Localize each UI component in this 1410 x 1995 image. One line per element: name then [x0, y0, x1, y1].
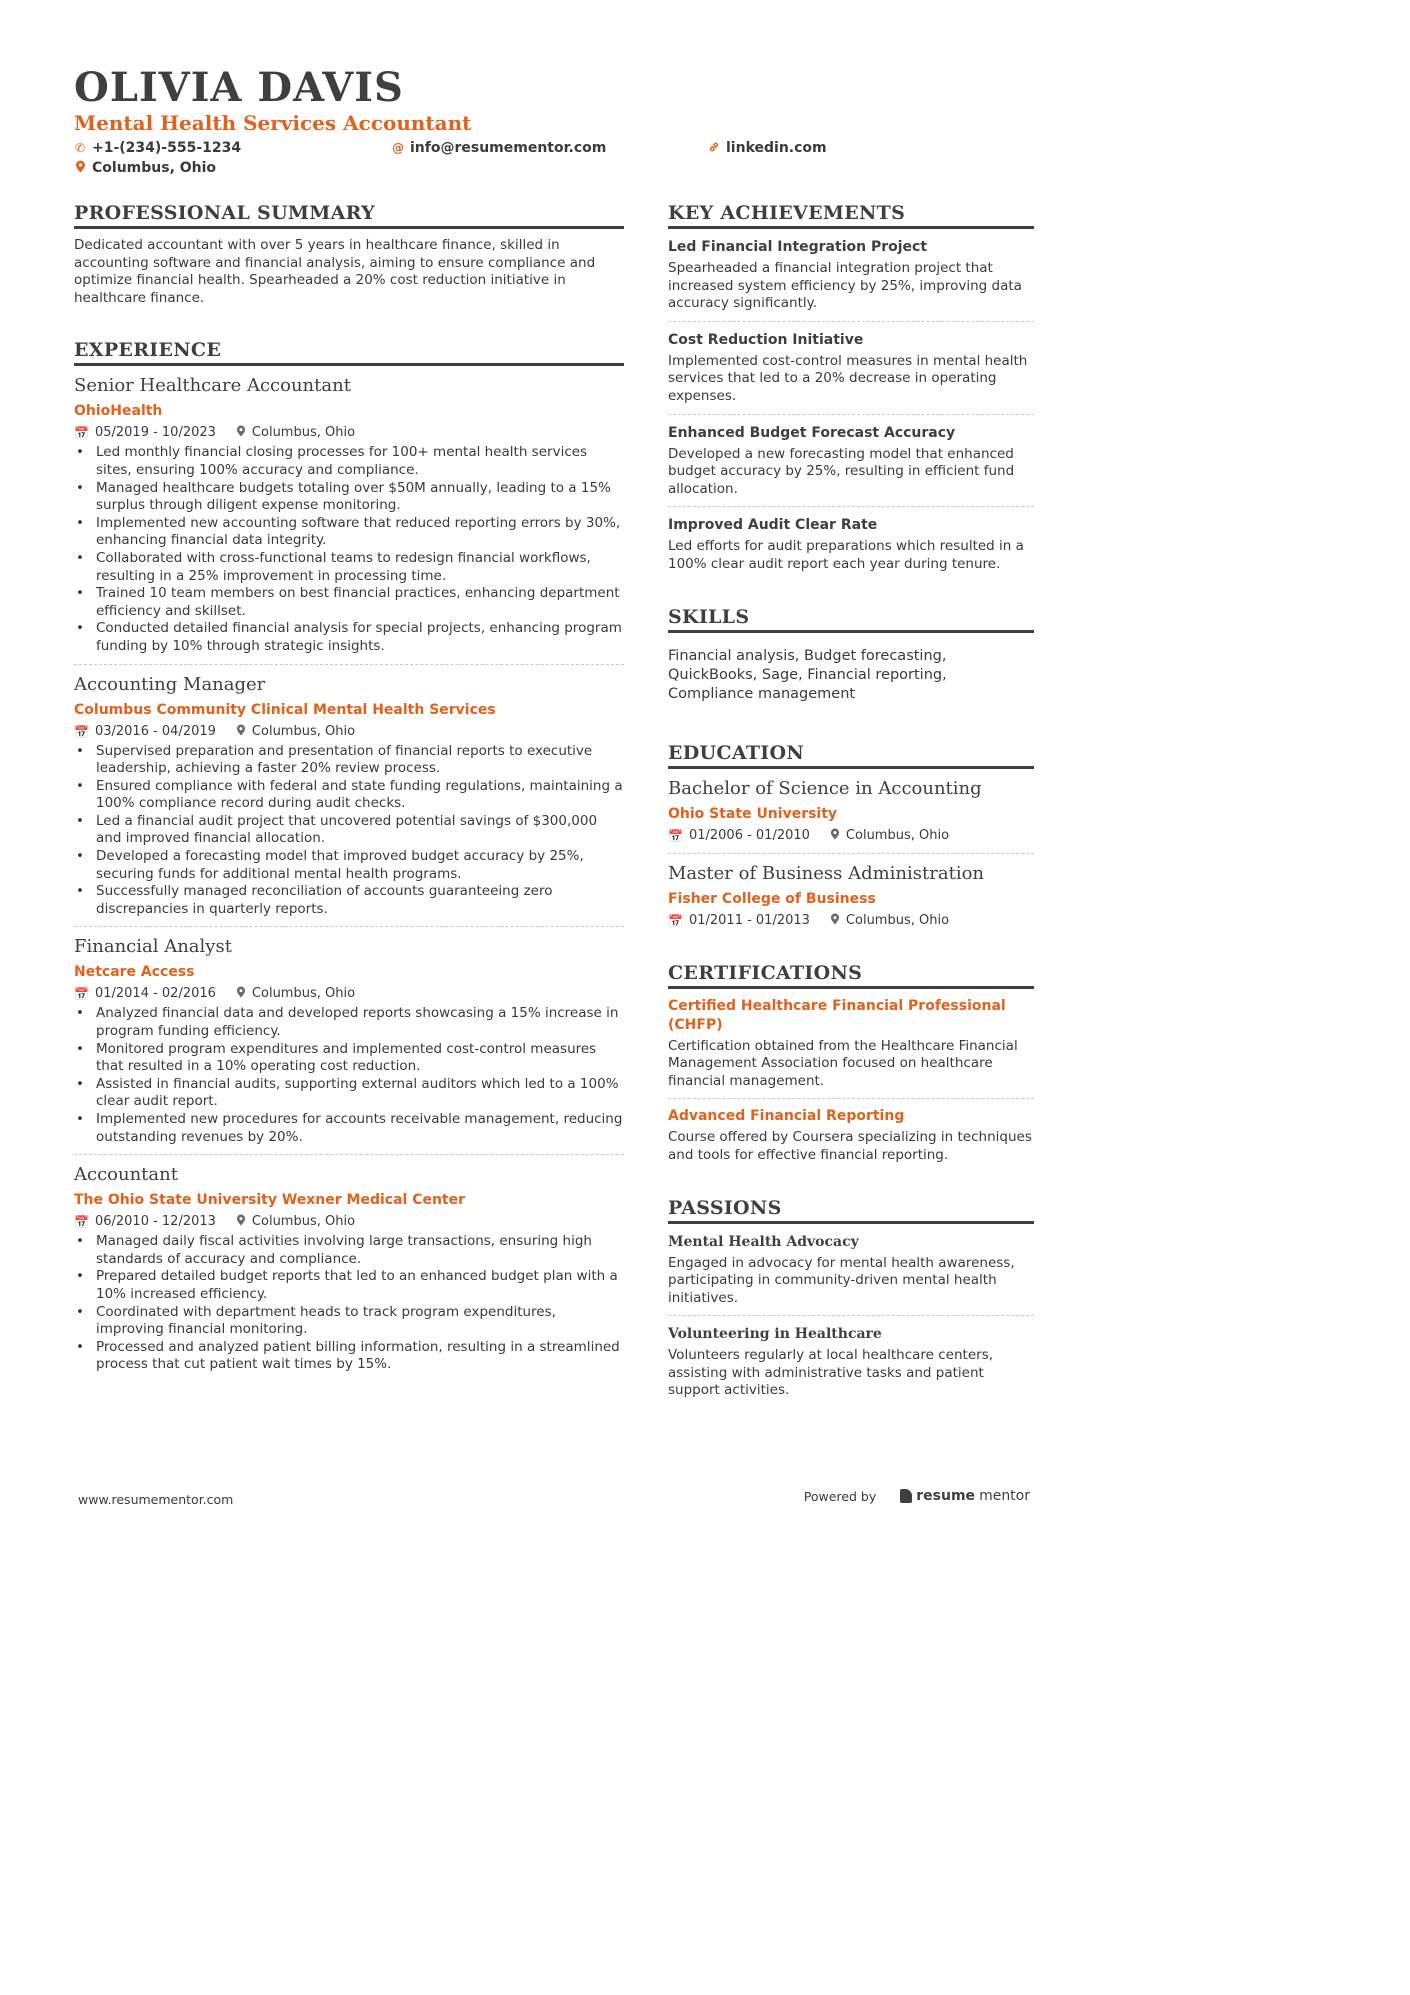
certification-item	[668, 1107, 1034, 1172]
bullet-item: • Ensured compliance with federal and state funding regulations, maintaining a 100% compliance record during audit checks.	[74, 778, 624, 813]
brand-name-part2: mentor	[979, 1488, 1030, 1504]
bullet-item: • Conducted detailed financial analysis for special projects, enhancing program funding by 10% through strategic insights.	[74, 620, 624, 655]
passion-text: Engaged in advocacy for mental health awareness, participating in community-driven mental health initiatives.	[668, 1254, 1015, 1306]
location-pin-icon	[236, 985, 246, 1003]
experience-section	[74, 337, 624, 1382]
job-title: Accountant	[74, 1164, 178, 1186]
brand-logo[interactable]	[900, 1488, 1030, 1504]
passion-text: Volunteers regularly at local healthcare centers, assisting with administrative tasks and patient support activities.	[668, 1347, 994, 1399]
summary-heading: PROFESSIONAL SUMMARY	[74, 200, 624, 229]
contact-phone[interactable]	[74, 138, 241, 158]
certification-text: Certification obtained from the Healthcare Financial Management Association focused on healthcare financial management.	[668, 1037, 1018, 1089]
calendar-icon: 📅	[74, 426, 89, 441]
job-title: Financial Analyst	[74, 936, 232, 958]
bullet-item: • Trained 10 team members on best financial practices, enhancing department efficiency and skillset.	[74, 585, 624, 620]
job-bullets	[74, 743, 624, 919]
bullet-item: • Implemented new accounting software that reduced reporting errors by 30%, enhancing financial data integrity.	[74, 515, 624, 550]
passion-title: Mental Health Advocacy	[668, 1233, 859, 1250]
degree-title: Master of Business Administration	[668, 862, 985, 884]
achievement-title: Enhanced Budget Forecast Accuracy	[668, 424, 956, 441]
achievement-item	[668, 237, 1034, 322]
bullet-item: • Managed healthcare budgets totaling over $50M annually, leading to a 15% surplus through diligent expense monitoring.	[74, 480, 624, 515]
summary-section	[74, 200, 624, 307]
education-location: Columbus, Ohio	[845, 827, 950, 843]
bullet-item: • Processed and analyzed patient billing information, resulting in a streamlined process that cut patient wait times by 15%.	[74, 1339, 624, 1374]
bullet-item: • Led a financial audit project that uncovered potential savings of $300,000 and improved financial allocation.	[74, 813, 624, 848]
certifications-section	[668, 960, 1034, 1173]
job-entry	[74, 1163, 624, 1382]
job-dates: 01/2014 - 02/2016	[94, 986, 216, 1002]
job-entry	[74, 374, 624, 664]
location-pin-icon	[74, 160, 86, 176]
bullet-item: • Implemented new procedures for accounts receivable management, reducing outstanding revenues by 20%.	[74, 1111, 624, 1146]
company-name: Netcare Access	[74, 964, 195, 981]
passion-item	[668, 1324, 1034, 1408]
bullet-item: • Supervised preparation and presentation of financial reports to executive leadership, achieving a faster 20% review process.	[74, 743, 624, 778]
bullet-item: • Led monthly financial closing processes for 100+ mental health services sites, ensuring 100% accuracy and compliance.	[74, 444, 624, 479]
job-location: Columbus, Ohio	[251, 723, 356, 739]
achievement-item	[668, 515, 1034, 581]
skills-heading: SKILLS	[668, 604, 1034, 633]
certification-title: Certified Healthcare Financial Professional (CHFP)	[668, 997, 1006, 1033]
job-meta	[74, 424, 624, 442]
job-location: Columbus, Ohio	[251, 986, 356, 1002]
certification-item	[668, 997, 1034, 1100]
bullet-item: • Monitored program expenditures and implemented cost-control measures that resulted in a 10% operating cost reduction.	[74, 1041, 624, 1076]
bullet-item: • Successfully managed reconciliation of accounts guaranteeing zero discrepancies in quarterly reports.	[74, 883, 624, 918]
job-dates: 05/2019 - 10/2023	[94, 425, 216, 441]
phone-text: +1-(234)-555-1234	[92, 140, 242, 156]
passion-title: Volunteering in Healthcare	[668, 1326, 882, 1343]
at-icon: @	[392, 141, 404, 155]
passions-heading: PASSIONS	[668, 1195, 1034, 1224]
education-location: Columbus, Ohio	[845, 912, 950, 928]
candidate-name: OLIVIA DAVIS	[74, 64, 404, 111]
achievement-title: Led Financial Integration Project	[668, 239, 928, 255]
job-meta	[74, 723, 624, 741]
left-column	[74, 200, 624, 1390]
certification-text: Course offered by Coursera specializing in techniques and tools for effective financial reporting.	[668, 1129, 1032, 1163]
brand-mark-icon	[900, 1489, 912, 1503]
location-pin-icon	[236, 1213, 246, 1231]
education-dates: 01/2006 - 01/2010	[688, 827, 810, 843]
brand-name-part1: resume	[916, 1488, 976, 1504]
job-location: Columbus, Ohio	[251, 425, 356, 441]
job-entry	[74, 935, 624, 1155]
job-bullets	[74, 444, 624, 655]
skills-text: Financial analysis, Budget forecasting, QuickBooks, Sage, Financial reporting, Compliance management	[668, 647, 947, 702]
achievement-item	[668, 330, 1034, 415]
certifications-heading: CERTIFICATIONS	[668, 960, 1034, 989]
school-name: Ohio State University	[668, 805, 838, 822]
job-bullets	[74, 1005, 624, 1146]
bullet-item: • Prepared detailed budget reports that led to an enhanced budget plan with a 10% increased efficiency.	[74, 1268, 624, 1303]
contact-linkedin[interactable]	[708, 138, 827, 158]
powered-by-text: Powered by	[803, 1488, 877, 1504]
bullet-item: • Managed daily fiscal activities involving large transactions, ensuring high standards of accuracy and compliance.	[74, 1233, 624, 1268]
achievement-text: Developed a new forecasting model that enhanced budget accuracy by 25%, resulting in efficient fund allocation.	[668, 445, 1015, 497]
skills-section	[668, 604, 1034, 704]
company-name: The Ohio State University Wexner Medical Center	[74, 1192, 466, 1209]
bullet-item: • Coordinated with department heads to track program expenditures, improving financial monitoring.	[74, 1304, 624, 1339]
job-meta	[74, 985, 624, 1003]
bullet-item: • Analyzed financial data and developed reports showcasing a 15% increase in program funding efficiency.	[74, 1005, 624, 1040]
calendar-icon: 📅	[74, 987, 89, 1002]
location-text: Columbus, Ohio	[92, 160, 217, 176]
job-title: Accounting Manager	[74, 673, 266, 695]
job-bullets	[74, 1233, 624, 1374]
achievement-title: Cost Reduction Initiative	[668, 331, 864, 348]
experience-heading: EXPERIENCE	[74, 337, 624, 366]
achievements-section	[668, 200, 1034, 582]
bullet-item: • Assisted in financial audits, supporting external auditors which led to a 100% clear audit report.	[74, 1076, 624, 1111]
bullet-item: • Developed a forecasting model that improved budget accuracy by 25%, securing funds for additional mental health programs.	[74, 848, 624, 883]
certification-title: Advanced Financial Reporting	[668, 1108, 905, 1125]
job-entry	[74, 673, 624, 928]
achievements-heading: KEY ACHIEVEMENTS	[668, 200, 1034, 229]
passions-section	[668, 1195, 1034, 1409]
calendar-icon: 📅	[74, 724, 89, 739]
candidate-role: Mental Health Services Accountant	[74, 111, 472, 135]
location-pin-icon	[830, 912, 840, 930]
education-meta	[668, 912, 1034, 930]
summary-text: Dedicated accountant with over 5 years in healthcare finance, skilled in accounting software and financial analysis, aiming to ensure compliance and optimize financial health. Spearheaded a 20% cost reduction initiative in healthcare finance.	[74, 237, 596, 306]
job-location: Columbus, Ohio	[251, 1214, 356, 1230]
footer-branding	[804, 1488, 1030, 1504]
education-heading: EDUCATION	[668, 740, 1034, 769]
education-section	[668, 740, 1034, 938]
achievement-item	[668, 423, 1034, 508]
calendar-icon: 📅	[74, 1215, 89, 1230]
resume-header	[74, 64, 1034, 182]
calendar-icon: 📅	[668, 828, 683, 843]
education-meta	[668, 827, 1034, 845]
footer-website[interactable]: www.resumementor.com	[78, 1492, 234, 1507]
contact-info	[74, 138, 1034, 182]
company-name: Columbus Community Clinical Mental Health Services	[74, 701, 496, 718]
bullet-item: • Collaborated with cross-functional teams to redesign financial workflows, resulting in a 25% improvement in processing time.	[74, 550, 624, 585]
job-dates: 03/2016 - 04/2019	[94, 723, 216, 739]
education-dates: 01/2011 - 01/2013	[688, 912, 810, 928]
passion-item	[668, 1232, 1034, 1317]
company-name: OhioHealth	[74, 403, 163, 420]
achievement-text: Implemented cost-control measures in mental health services that led to a 20% decrease in operating expenses.	[668, 352, 1028, 404]
linkedin-text: linkedin.com	[726, 140, 827, 156]
right-column	[668, 200, 1034, 1416]
education-item	[668, 777, 1034, 854]
school-name: Fisher College of Business	[668, 890, 876, 907]
job-title: Senior Healthcare Accountant	[74, 375, 351, 397]
phone-icon: ✆	[74, 141, 86, 155]
job-dates: 06/2010 - 12/2013	[94, 1214, 216, 1230]
achievement-text: Spearheaded a financial integration project that increased system efficiency by 25%, improving data accuracy significantly.	[668, 260, 1022, 312]
contact-email[interactable]	[392, 138, 606, 158]
achievement-text: Led efforts for audit preparations which resulted in a 100% clear audit report each year during tenure.	[668, 538, 1024, 572]
location-pin-icon	[236, 723, 246, 741]
location-pin-icon	[236, 424, 246, 442]
degree-title: Bachelor of Science in Accounting	[668, 777, 982, 799]
email-text: info@resumementor.com	[410, 140, 607, 156]
location-pin-icon	[830, 827, 840, 845]
achievement-title: Improved Audit Clear Rate	[668, 517, 878, 534]
contact-location	[74, 158, 216, 178]
calendar-icon: 📅	[668, 913, 683, 928]
job-meta	[74, 1213, 624, 1231]
education-item	[668, 862, 1034, 938]
link-icon	[708, 141, 720, 156]
